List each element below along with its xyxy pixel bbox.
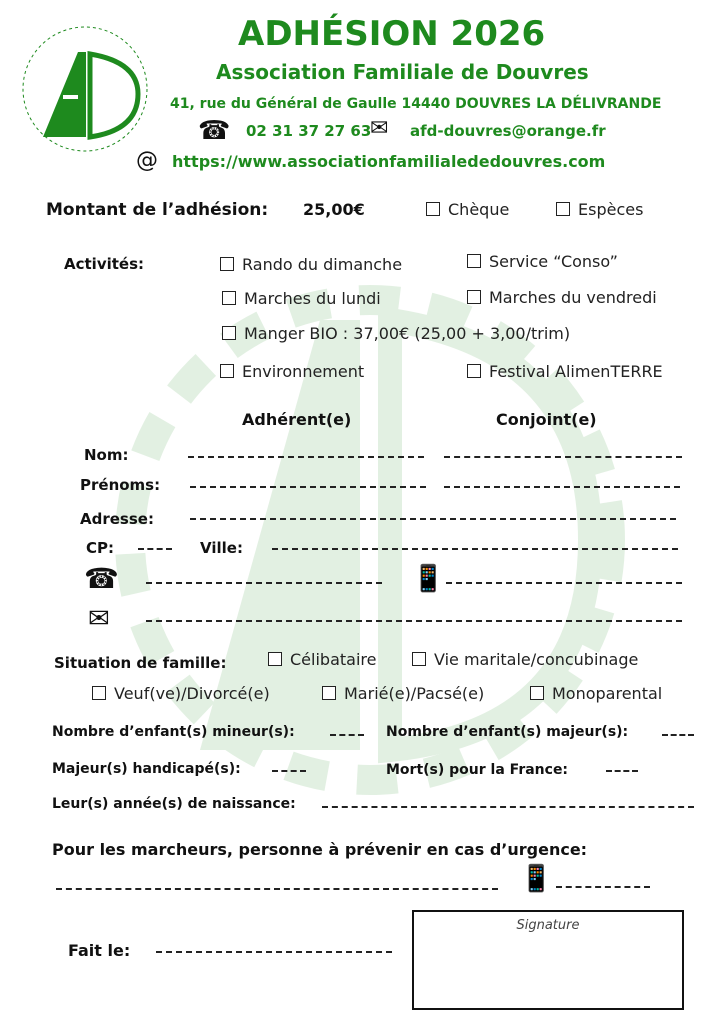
mobile-phone-icon: 📱: [412, 564, 445, 594]
amount-label: Montant de l’adhésion:: [46, 200, 269, 220]
checkbox[interactable]: [222, 291, 236, 305]
nom-label: Nom:: [84, 446, 129, 464]
checkbox-celibataire[interactable]: [268, 650, 376, 669]
cp-field[interactable]: [138, 548, 172, 550]
telephone-icon: ☎: [84, 562, 119, 595]
prenoms-label: Prénoms:: [80, 476, 161, 494]
checkbox-especes[interactable]: [556, 200, 643, 219]
phone-number: 02 31 37 27 63: [246, 122, 372, 140]
envelope-icon: ✉: [88, 604, 110, 634]
option-label: Marié(e)/Pacsé(e): [344, 684, 485, 703]
envelope-icon: ✉: [370, 116, 389, 141]
checkbox-conso[interactable]: [467, 252, 618, 271]
checkbox[interactable]: [412, 652, 426, 666]
option-label: Marches du lundi: [244, 289, 381, 308]
option-label: Vie maritale/concubinage: [434, 650, 639, 669]
emergency-phone-field[interactable]: [556, 886, 650, 888]
adults-label: Nombre d’enfant(s) majeur(s):: [386, 724, 629, 740]
died-for-france-field[interactable]: [606, 770, 638, 772]
minors-label: Nombre d’enfant(s) mineur(s):: [52, 724, 295, 740]
cp-label: CP:: [86, 539, 115, 557]
option-label: Monoparental: [552, 684, 663, 703]
checkbox-festival[interactable]: [467, 362, 663, 381]
checkbox-vendredi[interactable]: [467, 288, 657, 307]
checkbox[interactable]: [222, 326, 236, 340]
checkbox[interactable]: [220, 364, 234, 378]
email-link[interactable]: afd-douvres@orange.fr: [410, 122, 606, 140]
mobile-field[interactable]: [446, 582, 682, 584]
activities-label: Activités:: [64, 255, 145, 273]
option-label: Service “Conso”: [489, 252, 618, 271]
checkbox[interactable]: [220, 257, 234, 271]
disabled-label: Majeur(s) handicapé(s):: [52, 761, 241, 777]
checkbox[interactable]: [530, 686, 544, 700]
option-label: Marches du vendredi: [489, 288, 657, 307]
option-label: Chèque: [448, 200, 510, 219]
spouse-column-header: Conjoint(e): [496, 410, 597, 429]
date-label: Fait le:: [68, 941, 131, 960]
page-title: ADHÉSION 2026: [238, 14, 546, 54]
birth-years-field[interactable]: [322, 806, 694, 808]
checkbox[interactable]: [467, 290, 481, 304]
option-label: Espèces: [578, 200, 644, 219]
option-label: Festival AlimenTERRE: [489, 362, 663, 381]
checkbox[interactable]: [426, 202, 440, 216]
minors-field[interactable]: [330, 734, 364, 736]
emergency-name-field[interactable]: [56, 888, 498, 890]
option-label: Célibataire: [290, 650, 377, 669]
nom-spouse-field[interactable]: [444, 456, 682, 458]
date-field[interactable]: [156, 951, 392, 953]
association-name: Association Familiale de Douvres: [216, 60, 589, 84]
adresse-field[interactable]: [190, 518, 676, 520]
checkbox-environnement[interactable]: [220, 362, 364, 381]
checkbox-cheque[interactable]: [426, 200, 509, 219]
email-field[interactable]: [146, 620, 682, 622]
disabled-field[interactable]: [272, 770, 306, 772]
watermark-logo: [70, 230, 670, 850]
died-for-france-label: Mort(s) pour la France:: [386, 762, 569, 778]
checkbox[interactable]: [322, 686, 336, 700]
option-label: Environnement: [242, 362, 365, 381]
prenoms-spouse-field[interactable]: [444, 486, 680, 488]
telephone-icon: ☎: [198, 116, 231, 146]
checkbox[interactable]: [92, 686, 106, 700]
checkbox[interactable]: [556, 202, 570, 216]
checkbox-veuf-divorce[interactable]: [92, 684, 270, 703]
checkbox-bio[interactable]: [222, 324, 570, 343]
association-logo: [18, 22, 153, 157]
birth-years-label: Leur(s) année(s) de naissance:: [52, 796, 296, 812]
mobile-phone-icon: 📱: [520, 864, 553, 894]
amount-value: 25,00€: [303, 200, 365, 219]
option-label: Rando du dimanche: [242, 255, 403, 274]
address: 41, rue du Général de Gaulle 14440 DOUVRES LA DÉLIVRANDE: [170, 96, 662, 112]
adresse-label: Adresse:: [80, 510, 154, 528]
prenoms-member-field[interactable]: [190, 486, 426, 488]
checkbox[interactable]: [467, 364, 481, 378]
checkbox-lundi[interactable]: [222, 289, 381, 308]
ville-field[interactable]: [272, 548, 678, 550]
checkbox-marie-pacse[interactable]: [322, 684, 484, 703]
checkbox[interactable]: [467, 254, 481, 268]
nom-member-field[interactable]: [188, 456, 424, 458]
checkbox[interactable]: [268, 652, 282, 666]
option-label: Veuf(ve)/Divorcé(e): [114, 684, 270, 703]
signature-box[interactable]: [412, 910, 684, 1010]
checkbox-monoparental[interactable]: [530, 684, 662, 703]
signature-label: Signature: [516, 918, 580, 933]
checkbox-vie-maritale[interactable]: [412, 650, 638, 669]
phone-field[interactable]: [146, 582, 382, 584]
adults-field[interactable]: [662, 734, 694, 736]
website-link[interactable]: https://www.associationfamilialededouvres.com: [172, 152, 606, 171]
at-icon: @: [136, 148, 158, 173]
emergency-label: Pour les marcheurs, personne à prévenir en cas d’urgence:: [52, 840, 588, 859]
family-label: Situation de famille:: [54, 654, 227, 672]
option-label: Manger BIO : 37,00€ (25,00 + 3,00/trim): [244, 324, 571, 343]
member-column-header: Adhérent(e): [242, 410, 352, 429]
checkbox-rando[interactable]: [220, 255, 402, 274]
ville-label: Ville:: [200, 539, 243, 557]
